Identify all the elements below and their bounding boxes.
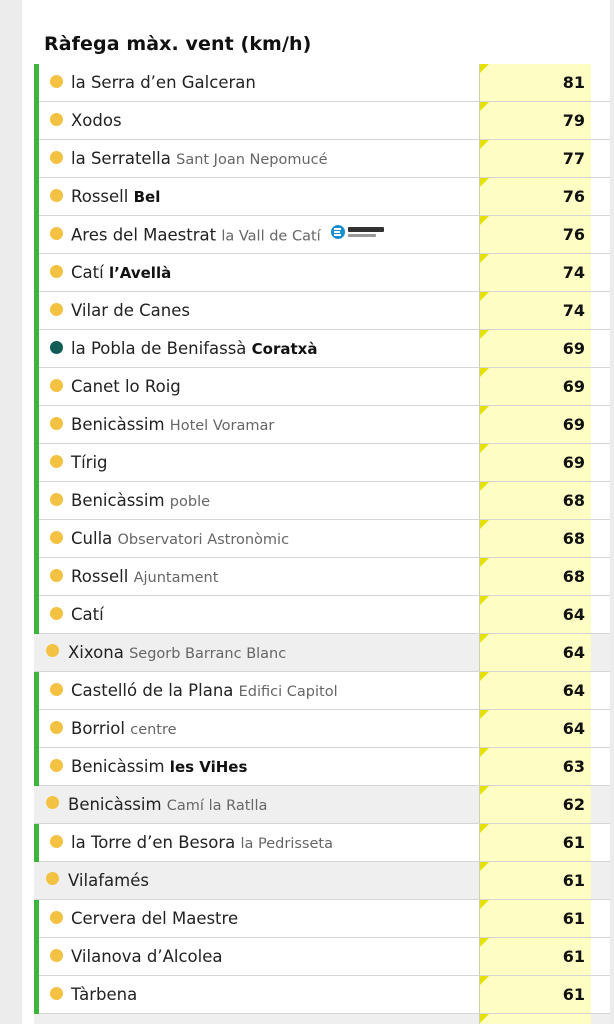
station-dot-icon [50,531,63,544]
station-dot-icon [50,379,63,392]
status-bar [34,216,39,254]
station-sublocation: Camí la Ratlla [166,798,268,814]
gust-value-cell [479,64,591,101]
list-item[interactable] [34,520,610,558]
station-dot-icon [50,607,63,620]
gust-value: 76 [562,225,585,244]
status-bar [34,330,39,368]
station-sublocation: centre [130,722,177,738]
station-location: Ares del Maestrat [71,225,217,245]
corner-flag-icon [480,634,489,643]
status-bar [34,406,39,444]
station-name [68,871,149,890]
list-item[interactable] [34,216,610,254]
station-sublocation: Ajuntament [133,570,219,586]
status-bar [34,102,39,140]
station-name [71,453,108,472]
station-location: Xixona [68,643,124,662]
station-sublocation: l’Avellà [108,264,172,282]
station-location: Rossell [71,567,129,586]
station-sublocation: la Pedrisseta [240,836,333,852]
status-bar [34,140,39,178]
gust-value-cell [479,368,591,405]
station-name [71,339,317,358]
corner-flag-icon [480,140,489,149]
station-dot-icon [50,303,63,316]
gust-value: 61 [562,833,585,852]
gust-value-cell [479,482,591,519]
corner-flag-icon [480,596,489,605]
status-bar [34,900,39,938]
station-location: la Torre d’en Besora [71,833,236,852]
station-location: Vilar de Canes [71,301,190,320]
status-bar [34,596,39,634]
station-location: Catí [71,605,104,624]
gust-value: 64 [562,643,585,662]
station-name [71,985,137,1004]
station-sublocation: Edifici Capitol [238,684,338,700]
corner-flag-icon [480,786,489,795]
status-bar [34,444,39,482]
status-bar [34,368,39,406]
station-dot-icon [50,265,63,278]
station-sublocation: Coratxà [251,340,318,358]
station-name [71,605,104,624]
station-name [71,149,328,168]
station-dot-icon [50,417,63,430]
list-item[interactable] [34,634,610,672]
station-name [71,377,181,396]
list-item[interactable] [34,786,610,824]
gust-value-cell [479,634,591,671]
list-item[interactable] [34,596,610,634]
gust-value: 76 [562,187,585,206]
gust-value-cell [479,976,591,1013]
gust-value-cell [479,216,591,253]
station-list [34,64,610,1024]
wind-gust-card [22,0,610,1024]
gust-value: 69 [562,339,585,358]
station-location: la Serratella [71,149,171,168]
station-name [71,833,333,852]
station-dot-icon [46,796,59,809]
gust-value-cell [479,140,591,177]
list-item[interactable] [34,102,610,140]
station-sublocation: poble [169,494,211,510]
station-sublocation: Observatori Astronòmic [117,532,290,548]
station-location: Rossell [71,187,129,206]
station-name [71,947,222,966]
station-name [71,567,218,586]
station-location: Catí [71,263,104,282]
corner-flag-icon [480,710,489,719]
gust-value-cell [479,1014,591,1024]
list-item[interactable] [34,1014,610,1024]
station-name [71,111,122,130]
station-location: Tàrbena [71,985,138,1004]
station-name [71,415,274,434]
status-bar [34,254,39,292]
gust-value-cell [479,520,591,557]
list-item[interactable] [34,178,610,216]
gust-value: 69 [562,453,585,472]
station-dot-icon [50,151,63,164]
gust-value: 81 [562,73,585,92]
list-item[interactable] [34,710,610,748]
status-bar [34,178,39,216]
gust-value-cell [479,900,591,937]
gust-value: 69 [562,377,585,396]
station-sublocation: Bel [133,188,161,206]
gust-value-cell [479,938,591,975]
station-location: Canet lo Roig [71,377,181,396]
station-dot-icon [50,683,63,696]
corner-flag-icon [480,1014,489,1023]
gust-value: 74 [562,301,585,320]
list-item[interactable] [34,368,610,406]
station-sublocation: Hotel Voramar [169,418,275,434]
station-dot-icon [50,227,63,240]
list-item[interactable] [34,824,610,862]
status-bar [34,824,39,862]
station-location: Castelló de la Plana [71,681,234,700]
gust-value-cell [479,786,591,823]
gust-value-cell [479,862,591,899]
gust-value-cell [479,824,591,861]
gust-value-cell [479,596,591,633]
status-bar [34,520,39,558]
station-dot-icon [50,569,63,582]
station-location: Borriol [71,719,125,738]
gust-value: 63 [562,757,585,776]
gust-value-cell [479,102,591,139]
status-bar [34,64,39,102]
station-name [68,795,267,814]
list-item[interactable] [34,330,610,368]
list-item[interactable] [34,976,610,1014]
list-item[interactable] [34,292,610,330]
corner-flag-icon [480,292,489,301]
station-location: Benicàssim [71,415,165,434]
corner-flag-icon [480,976,489,985]
station-dot-icon [50,987,63,1000]
gust-value: 61 [562,985,585,1004]
list-item[interactable] [34,406,610,444]
station-location: Benicàssim [71,757,165,776]
gust-value-cell [479,254,591,291]
station-name [71,187,160,206]
station-name [71,73,256,92]
corner-flag-icon [480,254,489,263]
station-dot-icon [50,911,63,924]
list-item[interactable] [34,862,610,900]
station-dot-icon [46,872,59,885]
status-bar [34,292,39,330]
station-location: Cervera del Maestre [71,909,239,928]
gust-value-cell [479,292,591,329]
station-name [71,757,247,776]
corner-flag-icon [480,330,489,339]
gust-value-cell [479,406,591,443]
station-location: Xodos [71,111,122,130]
gust-value-cell [479,672,591,709]
gust-value: 64 [562,681,585,700]
station-sublocation: les ViHes [169,758,248,776]
corner-flag-icon [480,748,489,757]
electra-logo-icon [330,223,388,245]
gust-value: 61 [562,909,585,928]
station-location: Culla [71,529,113,548]
station-name [71,491,210,510]
station-dot-icon [46,644,59,657]
gust-value: 68 [562,529,585,548]
list-item[interactable] [34,558,610,596]
corner-flag-icon [480,406,489,415]
gust-value: 77 [562,149,585,168]
corner-flag-icon [480,862,489,871]
gust-value: 69 [562,415,585,434]
gust-value: 64 [562,719,585,738]
station-location: Tírig [71,453,108,472]
status-bar [34,672,39,710]
list-item[interactable] [34,254,610,292]
station-dot-icon [50,189,63,202]
station-sublocation: Segorb Barranc Blanc [129,646,287,662]
gust-value: 68 [562,567,585,586]
status-bar [34,710,39,748]
corner-flag-icon [480,482,489,491]
status-bar [34,748,39,786]
corner-flag-icon [480,102,489,111]
corner-flag-icon [480,938,489,947]
corner-flag-icon [480,216,489,225]
station-location: la Serra d’en Galceran [71,73,256,92]
corner-flag-icon [480,178,489,187]
corner-flag-icon [480,520,489,529]
corner-flag-icon [480,444,489,453]
gust-value-cell [479,330,591,367]
corner-flag-icon [480,900,489,909]
station-name [71,301,190,320]
station-dot-icon [50,759,63,772]
list-item[interactable] [34,672,610,710]
gust-value: 79 [562,111,585,130]
gust-value: 68 [562,491,585,510]
gust-value-cell [479,710,591,747]
station-location: Vilafamés [68,871,149,890]
station-dot-icon [50,721,63,734]
corner-flag-icon [480,368,489,377]
list-item[interactable] [34,64,610,102]
gust-value: 74 [562,263,585,282]
list-item[interactable] [34,900,610,938]
gust-value-cell [479,444,591,481]
station-name [71,719,177,738]
station-sublocation: la Vall de Catí [221,228,321,245]
station-location: Benicàssim [68,795,162,814]
station-name [71,529,289,548]
status-bar [34,558,39,596]
gust-value-cell [479,558,591,595]
status-bar [34,938,39,976]
station-location: la Pobla de Benifassà [71,339,247,358]
corner-flag-icon [480,824,489,833]
list-item[interactable] [34,748,610,786]
gust-value: 61 [562,871,585,890]
list-item[interactable] [34,140,610,178]
station-dot-icon [50,949,63,962]
gust-value-cell [479,178,591,215]
station-name [71,225,388,247]
station-location: Benicàssim [71,491,165,510]
station-name [71,681,338,700]
station-location: Vilanova d’Alcolea [71,947,223,966]
station-dot-icon [50,455,63,468]
corner-flag-icon [480,64,489,73]
station-sublocation: Sant Joan Nepomucé [176,152,328,168]
gust-value: 64 [562,605,585,624]
status-bar [34,482,39,520]
list-item[interactable] [34,938,610,976]
page-title: Ràfega màx. vent (km/h) [44,33,312,55]
station-dot-icon [50,75,63,88]
station-dot-icon [50,493,63,506]
station-dot-icon [50,835,63,848]
station-dot-icon [50,341,63,354]
list-item[interactable] [34,482,610,520]
station-dot-icon [50,113,63,126]
station-name [71,263,171,282]
gust-value: 61 [562,947,585,966]
gust-value-cell [479,748,591,785]
status-bar [34,976,39,1014]
station-name [68,643,286,662]
corner-flag-icon [480,558,489,567]
corner-flag-icon [480,672,489,681]
station-name [71,909,238,928]
gust-value: 62 [562,795,585,814]
list-item[interactable] [34,444,610,482]
